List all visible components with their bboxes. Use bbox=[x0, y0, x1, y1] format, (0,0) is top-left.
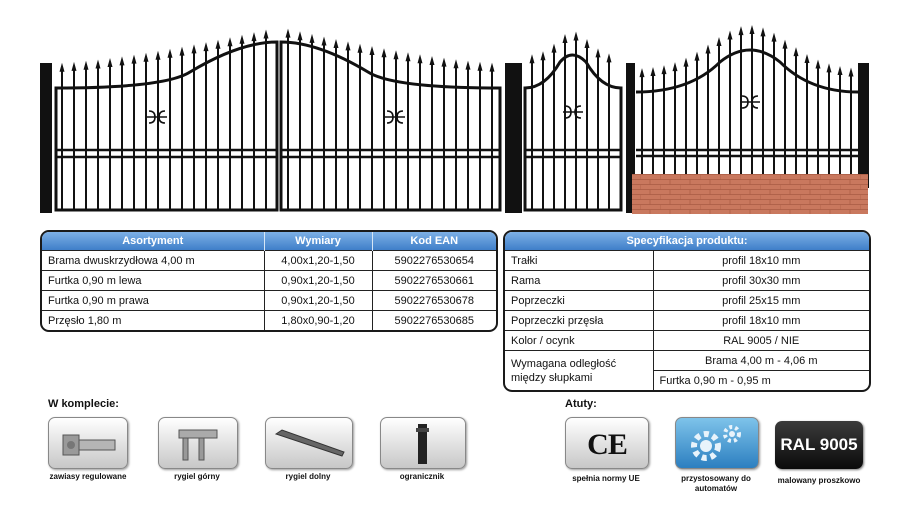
header-ean: Kod EAN bbox=[372, 232, 496, 251]
product-ean: 5902276530685 bbox=[372, 311, 496, 331]
wicket-post-left bbox=[513, 63, 522, 213]
spec-label: Wymagana odległość między słupkami bbox=[505, 351, 653, 391]
product-dimensions: 1,80x0,90-1,20 bbox=[264, 311, 372, 331]
bottom-bolt-icon bbox=[266, 418, 352, 468]
spec-value: Furtka 0,90 m - 0,95 m bbox=[653, 371, 869, 391]
product-ean: 5902276530654 bbox=[372, 251, 496, 271]
spec-label: Poprzeczki bbox=[505, 291, 653, 311]
spec-value: RAL 9005 / NIE bbox=[653, 331, 869, 351]
product-name: Furtka 0,90 m prawa bbox=[42, 291, 264, 311]
spec-value: profil 18x10 mm bbox=[653, 251, 869, 271]
panel-bars bbox=[640, 25, 854, 174]
kit-label: ogranicznik bbox=[399, 472, 445, 481]
panel-post-right bbox=[858, 63, 869, 188]
spec-label: Rama bbox=[505, 271, 653, 291]
spec-label: Kolor / ocynk bbox=[505, 331, 653, 351]
specification-table bbox=[503, 230, 871, 392]
spec-value: profil 30x30 mm bbox=[653, 271, 869, 291]
table-row bbox=[505, 351, 869, 371]
hinge-icon bbox=[49, 418, 127, 468]
table-row bbox=[42, 291, 496, 311]
top-bolt-tile bbox=[158, 417, 238, 469]
product-dimensions: 0,90x1,20-1,50 bbox=[264, 271, 372, 291]
table-row bbox=[505, 271, 869, 291]
gear-icon bbox=[676, 418, 758, 468]
spec-value: profil 18x10 mm bbox=[653, 311, 869, 331]
spec-value: profil 25x15 mm bbox=[653, 291, 869, 311]
feature-label: spełnia normy UE bbox=[572, 474, 640, 483]
ce-mark-tile bbox=[565, 417, 649, 469]
header-assortment: Asortyment bbox=[42, 232, 264, 251]
spec-title: Specyfikacja produktu: bbox=[505, 232, 869, 251]
table-row bbox=[505, 291, 869, 311]
ral-badge: RAL 9005 bbox=[775, 421, 863, 469]
table-row bbox=[42, 271, 496, 291]
spec-value: Brama 4,00 m - 4,06 m bbox=[653, 351, 869, 371]
gate-post-left bbox=[40, 63, 52, 213]
kit-label: rygiel dolny bbox=[285, 472, 331, 481]
product-illustration bbox=[0, 0, 920, 225]
ce-mark: CE bbox=[587, 428, 627, 461]
product-name: Przęsło 1,80 m bbox=[42, 311, 264, 331]
spec-label: Trałki bbox=[505, 251, 653, 271]
product-name: Furtka 0,90 m lewa bbox=[42, 271, 264, 291]
table-row bbox=[505, 331, 869, 351]
product-ean: 5902276530661 bbox=[372, 271, 496, 291]
kit-label: zawiasy regulowane bbox=[49, 472, 127, 481]
product-ean: 5902276530678 bbox=[372, 291, 496, 311]
stopper-icon bbox=[381, 418, 465, 468]
table-row bbox=[42, 311, 496, 331]
stopper-tile bbox=[380, 417, 466, 469]
top-bolt-icon bbox=[159, 418, 237, 468]
spec-label: Poprzeczki przęsła bbox=[505, 311, 653, 331]
scroll-ornament bbox=[147, 96, 760, 123]
hinge-tile bbox=[48, 417, 128, 469]
table-row bbox=[505, 251, 869, 271]
table-row bbox=[505, 311, 869, 331]
wicket-gate bbox=[525, 55, 621, 210]
product-dimensions: 4,00x1,20-1,50 bbox=[264, 251, 372, 271]
wicket-bars bbox=[530, 31, 612, 210]
features-title: Atuty: bbox=[565, 398, 597, 410]
header-dimensions: Wymiary bbox=[264, 232, 372, 251]
product-dimensions: 0,90x1,20-1,50 bbox=[264, 291, 372, 311]
fence-panel bbox=[636, 50, 858, 156]
feature-label: malowany proszkowo bbox=[777, 476, 861, 485]
brick-wall bbox=[632, 174, 868, 214]
assortment-table bbox=[40, 230, 498, 332]
automation-tile bbox=[675, 417, 759, 469]
kit-label: rygiel górny bbox=[174, 472, 220, 481]
table-row bbox=[42, 251, 496, 271]
product-name: Brama dwuskrzydłowa 4,00 m bbox=[42, 251, 264, 271]
feature-label: przystosowany do automatów bbox=[681, 474, 751, 493]
bottom-bolt-tile bbox=[265, 417, 353, 469]
kit-title: W komplecie: bbox=[48, 398, 119, 410]
